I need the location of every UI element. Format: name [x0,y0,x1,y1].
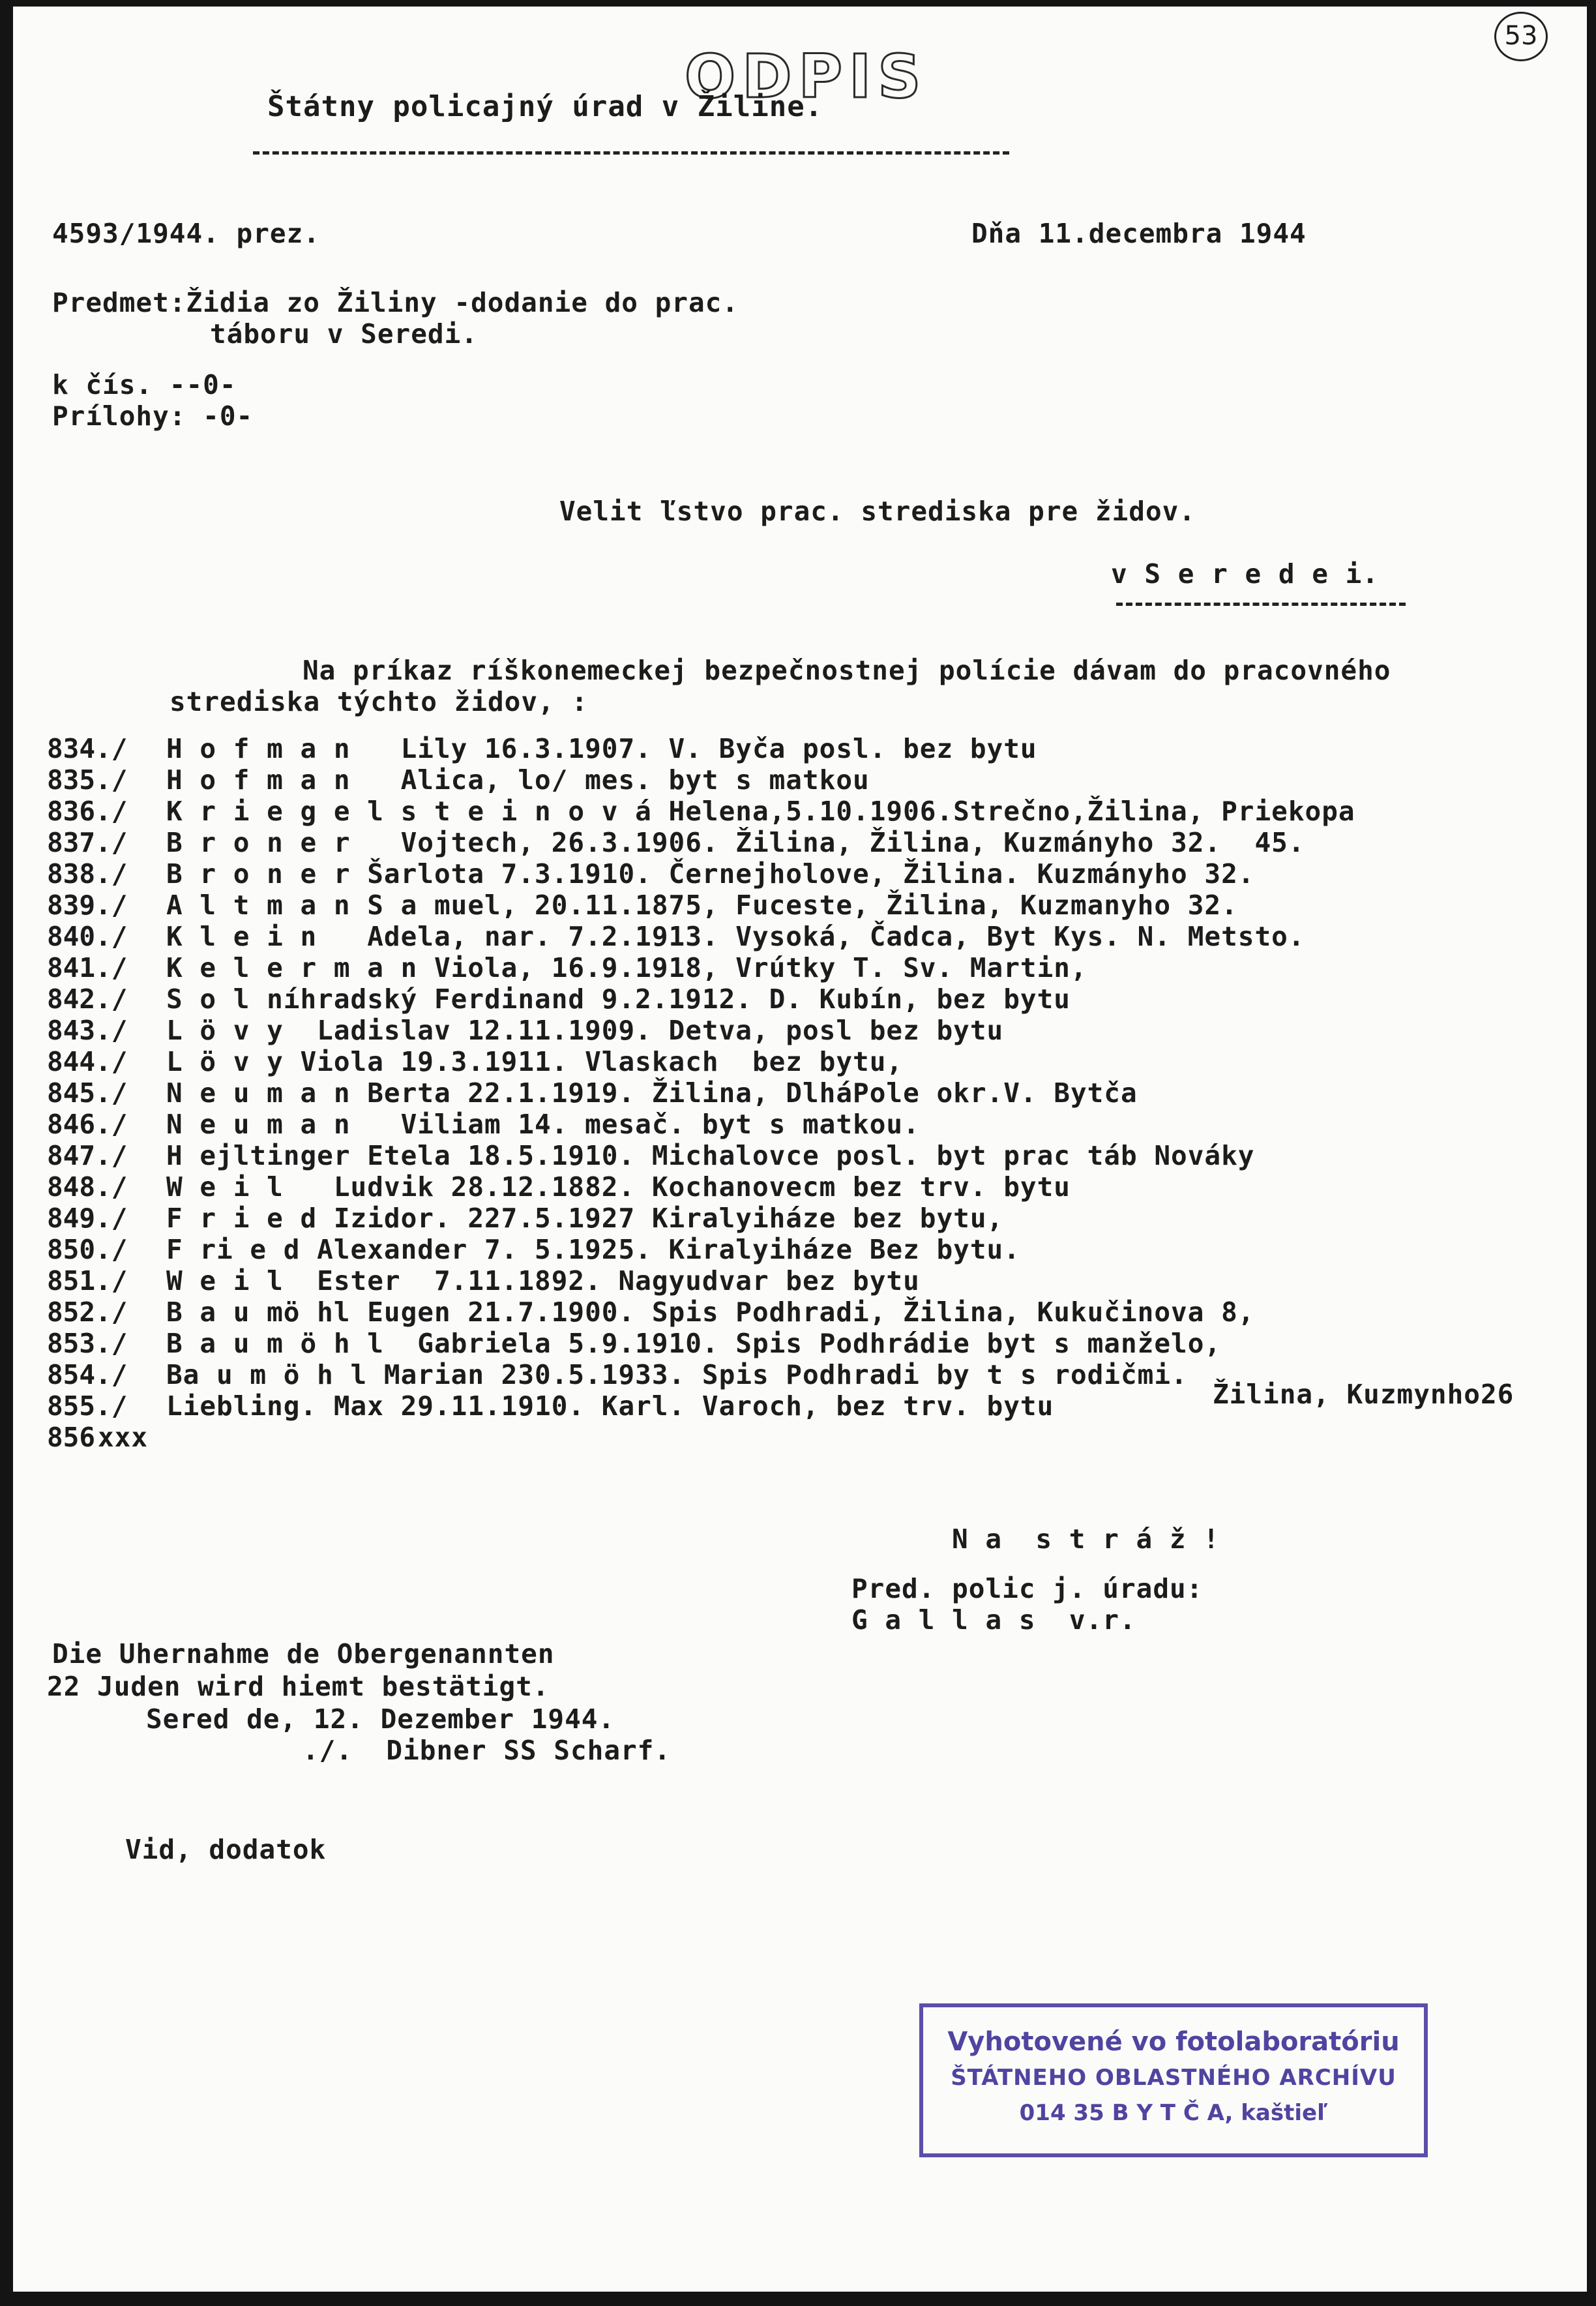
intro-line-1: Na príkaz ríškonemeckej bezpečnostnej polície dávam do pracovného [303,655,1391,686]
list-item-number: 839./ [47,890,128,921]
subject-line-2: táboru v Seredi. [210,318,478,350]
scan-border-left [0,0,13,2306]
office-name: Štátny policajný úrad v Žiline. [267,90,823,123]
stamp-line-1: Vyhotovené vo fotolaboratóriu [947,2027,1400,2057]
list-item: W e i l Ludvik 28.12.1882. Kochanovecm bez trv. bytu [166,1171,1071,1203]
list-item: L ö v y Viola 19.3.1911. Vlaskach bez bytu, [166,1046,904,1077]
list-item: K r i e g e l s t e i n o v á Helena,5.10.1906.Strečno,Žilina, Priekopa [166,796,1355,827]
signatory-title: Pred. polic j. úradu: [851,1573,1204,1604]
list-margin-note: Žilina, Kuzmynho26 [1213,1379,1515,1410]
list-item-number: 844./ [47,1046,128,1077]
list-item-number: 854./ [47,1359,128,1390]
list-item: L ö v y Ladislav 12.11.1909. Detva, posl bez bytu [166,1015,1004,1046]
list-item-number: 840./ [47,921,128,952]
list-item: H ejltinger Etela 18.5.1910. Michalovce posl. byt prac táb Nováky [166,1140,1255,1171]
list-item-number: 856 [47,1422,96,1453]
header-rule [253,151,1009,155]
list-item: Liebling. Max 29.11.1910. Karl. Varoch, bez trv. bytu [166,1390,1054,1422]
page-number: 53 [1494,12,1548,61]
stamp-line-2: ŠTÁTNEHO OBLASTNÉHO ARCHÍVU [951,2065,1396,2091]
list-item-number: 846./ [47,1109,128,1140]
receipt-line-3: Sered de, 12. Dezember 1944. [146,1703,615,1735]
list-item: F ri e d Alexander 7. 5.1925. Kiralyiháze Bez bytu. [166,1234,1020,1265]
list-item: A l t m a n S a muel, 20.11.1875, Fuceste, Žilina, Kuzmanyho 32. [166,890,1238,921]
list-item-number: 849./ [47,1203,128,1234]
reference-k-cis: k čís. --0- [52,369,237,400]
list-item-number: 842./ [47,983,128,1015]
list-item-number: 837./ [47,827,128,858]
list-item-number: 852./ [47,1296,128,1328]
list-item-number: 853./ [47,1328,128,1359]
list-item: K l e i n Adela, nar. 7.2.1913. Vysoká, Čadca, Byt Kys. N. Metsto. [166,921,1305,952]
archive-stamp [919,2003,1428,2157]
subject-line-1: Predmet:Židia zo Žiliny -dodanie do prac. [52,287,739,318]
list-item-number: 838./ [47,858,128,890]
scan-border-right [1587,0,1596,2306]
addressee-line-1: Velit ľstvo prac. strediska pre židov. [559,496,1196,527]
list-item-number: 848./ [47,1171,128,1203]
list-item: K e l e r m a n Viola, 16.9.1918, Vrútky T. Sv. Martin, [166,952,1087,983]
stamp-line-3: 014 35 B Y T Č A, kaštieľ [1019,2100,1328,2126]
attachments: Prílohy: -0- [52,400,254,432]
reference-number: 4593/1944. prez. [52,218,320,249]
closing-motto: N a s t r á ž ! [952,1523,1220,1555]
list-item-number: 836./ [47,796,128,827]
list-item: F r i e d Izidor. 227.5.1927 Kiralyiháze bez bytu, [166,1203,1004,1234]
list-item: N e u m a n Berta 22.1.1919. Žilina, DlháPole okr.V. Bytča [166,1077,1138,1109]
list-item-number: 845./ [47,1077,128,1109]
list-item-number: 843./ [47,1015,128,1046]
receipt-line-2: 22 Juden wird hiemt bestätigt. [47,1671,550,1702]
scan-border-bottom [0,2292,1596,2306]
list-item-number: 841./ [47,952,128,983]
receipt-line-4: ./. Dibner SS Scharf. [303,1735,672,1766]
list-item: H o f m a n Alica, lo/ mes. byt s matkou [166,764,870,796]
list-item: B r o n e r Šarlota 7.3.1910. Černejholove, Žilina. Kuzmányho 32. [166,858,1255,890]
list-item-number: 850./ [47,1234,128,1265]
list-item-number: 834./ [47,733,128,764]
list-item: B a u m ö h l Gabriela 5.9.1910. Spis Podhrádie byt s manželo, [166,1328,1222,1359]
receipt-line-1: Die Uhernahme de Obergenannten [52,1638,555,1670]
scan-border-top [0,0,1596,7]
list-item-number: 847./ [47,1140,128,1171]
intro-line-2: strediska týchto židov, : [170,686,589,717]
list-item-number: 835./ [47,764,128,796]
addressee-rule [1116,603,1406,606]
list-item: B a u mö hl Eugen 21.7.1900. Spis Podhradi, Žilina, Kukučinova 8, [166,1296,1255,1328]
list-item: W e i l Ester 7.11.1892. Nagyudvar bez bytu [166,1265,920,1296]
list-item: Ba u m ö h l Marian 230.5.1933. Spis Podhradi by t s rodičmi. [166,1359,1188,1390]
list-item: H o f m a n Lily 16.3.1907. V. Byča posl. bez bytu [166,733,1037,764]
document-date: Dňa 11.decembra 1944 [971,218,1307,249]
copy-mark: ODPIS [685,42,928,112]
list-item-number: 851./ [47,1265,128,1296]
list-item: S o l níhradský Ferdinand 9.2.1912. D. Kubín, bez bytu [166,983,1071,1015]
note-attachment: Vid, dodatok [125,1834,327,1865]
addressee-line-2: v S e r e d e i. [1111,558,1379,590]
list-item-number: 855./ [47,1390,128,1422]
list-item: N e u m a n Viliam 14. mesač. byt s matkou. [166,1109,920,1140]
list-item: xxx [98,1422,149,1453]
signatory-name: G a l l a s v.r. [851,1604,1136,1636]
list-item: B r o n e r Vojtech, 26.3.1906. Žilina, Žilina, Kuzmányho 32. 45. [166,827,1305,858]
